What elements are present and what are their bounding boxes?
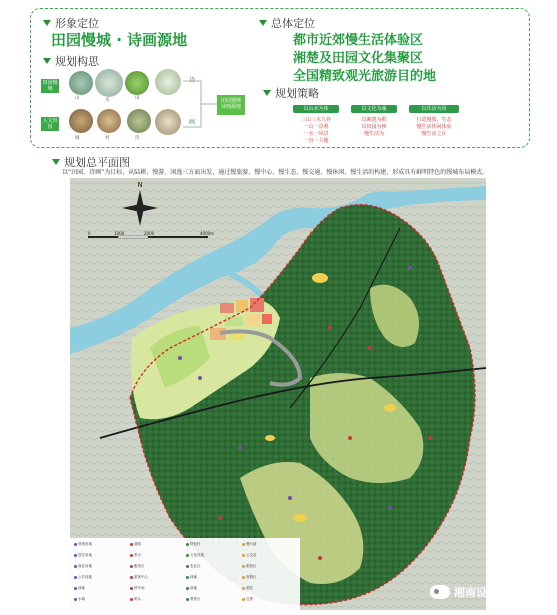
legend-item [242,586,253,591]
concept-right-label: 画 [189,119,196,126]
strategy-heading [263,85,319,101]
legend-label: 道路 [134,542,141,546]
concept-heading [43,53,99,69]
positioning-panel [30,8,530,148]
poi-marker [328,326,332,330]
concept-photo [155,109,181,135]
strategy-line: 一谷一主题 [303,138,329,144]
legend-dot-icon [186,565,189,568]
legend-label: 观景台 [190,597,201,601]
legend-dot-icon [74,543,77,546]
legend-dot-icon [242,565,245,568]
concept-label: 城 [75,136,80,141]
legend-label: 慢行道 [246,542,257,546]
legend-item [74,597,85,602]
legend-item [130,575,148,580]
poi-marker [388,506,392,510]
commercial-block [262,314,272,324]
legend-dot-icon [186,543,189,546]
strategy-title: 规划策略 [275,87,319,100]
concept-label: 水 [105,98,110,103]
scale-label: 1000 [114,231,125,236]
legend-item [186,575,197,580]
triangle-bullet-icon [43,20,51,26]
legend-label: 服务区 [134,564,145,568]
strategy-line: 以湘楚为根 [361,117,387,123]
legend-label: 农业区 [190,564,201,568]
legend-item [186,553,204,558]
overall-line: 湘楚及田园文化集聚区 [293,51,424,66]
legend-dot-icon [130,598,133,601]
concept-photo [69,109,93,133]
legend-item [74,553,92,558]
legend-item [74,586,85,591]
wechat-icon [430,585,450,599]
legend-dot-icon [186,598,189,601]
legend-dot-icon [130,587,133,590]
legend-label: 绿地 [78,586,85,590]
legend-item [74,564,92,569]
legend-item [74,542,92,547]
poi-marker [218,516,222,520]
strategy-body [351,117,397,138]
legend-dot-icon [74,576,77,579]
overall-line: 全国精致观光旅游目的地 [293,69,437,84]
legend-dot-icon [186,576,189,579]
legend-item [130,542,141,547]
strategy-body [409,117,459,138]
legend-label: 林地 [190,575,197,579]
legend-item [186,597,201,602]
legend-dot-icon [242,587,245,590]
legend-dot-icon [74,565,77,568]
watermark [430,584,498,600]
legend-dot-icon [130,576,133,579]
poi-marker [408,266,412,270]
concept-photo [125,71,149,95]
strategy-line: 打造慢旅、生态 [416,117,452,123]
legend-item [130,564,145,569]
legend-dot-icon [130,565,133,568]
legend-label: 度假区 [246,575,257,579]
farmland-patch [293,514,307,522]
legend-label: 边界 [246,597,253,601]
poi-marker [428,436,432,440]
strategy-line: 三山三水九谷 [300,117,331,123]
strategy-head: 以乐活为用 [409,105,459,113]
legend-item [130,586,145,591]
concept-label: 诗 [135,136,140,141]
legend-item [242,553,257,558]
plan-description: 以“田园、诗画”为目标，从陆耕、慢游、闲逸三方面出发，通过慢旅游、慢中心、慢生态、慢交通、慢休闲、慢生活的构建，形成具有鲜明特色的慢城布局模式。 [62,169,489,176]
concept-tag-2: 人文田园 [42,118,58,130]
legend-label: 停车场 [134,586,145,590]
triangle-bullet-icon [263,90,271,96]
overall-line: 都市近郊慢生活体验区 [293,33,424,48]
legend-item [242,542,257,547]
residential-block [246,314,260,326]
legend-label: 游客中心 [134,575,148,579]
legend-dot-icon [74,554,77,557]
image-positioning-title: 形象定位 [55,17,99,30]
scale-label: 4000m [200,231,215,236]
legend-item [130,597,141,602]
concept-label: 村 [105,136,110,141]
concept-result-tag [217,95,245,115]
concept-tag-1: 田园慢城 [42,80,58,92]
legend-item [186,586,197,591]
triangle-bullet-icon [52,159,60,165]
strategy-line: 一水一风景 [303,131,329,137]
strategy-body [293,117,339,145]
poi-marker [288,496,292,500]
watermark-text: 湘南设计 [454,586,498,599]
concept-photo [95,69,123,97]
poi-marker [178,356,182,360]
concept-result-line: 田园慢城 [220,98,241,104]
concept-photo [155,69,181,95]
strategy-head: 以山水为体 [293,105,339,113]
legend-label: 旅游区 [246,564,257,568]
concept-label: 田 [135,96,140,101]
plan-title: 规划总平面图 [64,156,130,169]
legend-item [186,564,201,569]
concept-result-line: 诗画源地 [220,104,241,110]
strategy-line: 慢生活为 [363,131,384,137]
legend-dot-icon [242,543,245,546]
compass-north-label: N [137,181,143,189]
legend-dot-icon [242,554,245,557]
legend-item [242,564,257,569]
legend-label: 公交站 [246,553,257,557]
concept-photo [69,71,93,95]
legend-label: 商业用地 [78,564,92,568]
concept-photo [127,109,151,133]
legend-label: 规划用地 [78,542,92,546]
farmland-patch [312,273,328,283]
legend-label: 文化设施 [190,553,204,557]
legend-dot-icon [242,598,245,601]
farmland-patch [265,435,275,441]
concept-title: 规划构思 [55,55,99,68]
commercial-block [220,303,234,313]
farmland-patch [384,404,396,412]
concept-right-label: 诗 [189,77,196,84]
legend-label: 特色村 [190,542,201,546]
legend-dot-icon [74,587,77,590]
legend-dot-icon [130,543,133,546]
poi-marker [198,376,202,380]
legend-label: 水域 [78,597,85,601]
concept-photo [97,109,121,133]
legend-label: 公共设施 [78,575,92,579]
park-block [225,316,243,326]
strategy-line: 一山一景观 [303,124,329,130]
image-positioning-text: 田园慢城 · 诗画源地 [51,31,188,49]
legend-item [242,597,253,602]
poi-marker [348,436,352,440]
legend-dot-icon [242,576,245,579]
scale-label: 2000 [144,231,155,236]
legend-label: 酒店 [246,586,253,590]
concept-label: 山 [75,96,80,101]
legend-item [186,542,201,547]
strategy-head: 以文化为魂 [351,105,397,113]
legend-dot-icon [186,587,189,590]
legend-item [74,575,92,580]
poi-marker [318,556,322,560]
legend-label: 湿地 [190,586,197,590]
legend-label: 景点 [134,553,141,557]
triangle-bullet-icon [43,58,51,64]
strategy-line: 以田园为核 [361,124,387,130]
overall-title: 总体定位 [271,17,315,30]
poi-marker [238,446,242,450]
legend-dot-icon [186,554,189,557]
legend-item [130,553,141,558]
legend-dot-icon [74,598,77,601]
triangle-bullet-icon [259,20,267,26]
map-legend [70,538,300,610]
legend-label: 居住用地 [78,553,92,557]
legend-dot-icon [130,554,133,557]
legend-label: 码头 [134,597,141,601]
legend-item [242,575,257,580]
strategy-line: 慢生活之区 [421,131,447,137]
scale-label: 0 [88,231,91,236]
poi-marker [368,346,372,350]
strategy-line: 慢生活休闲体验 [416,124,452,130]
